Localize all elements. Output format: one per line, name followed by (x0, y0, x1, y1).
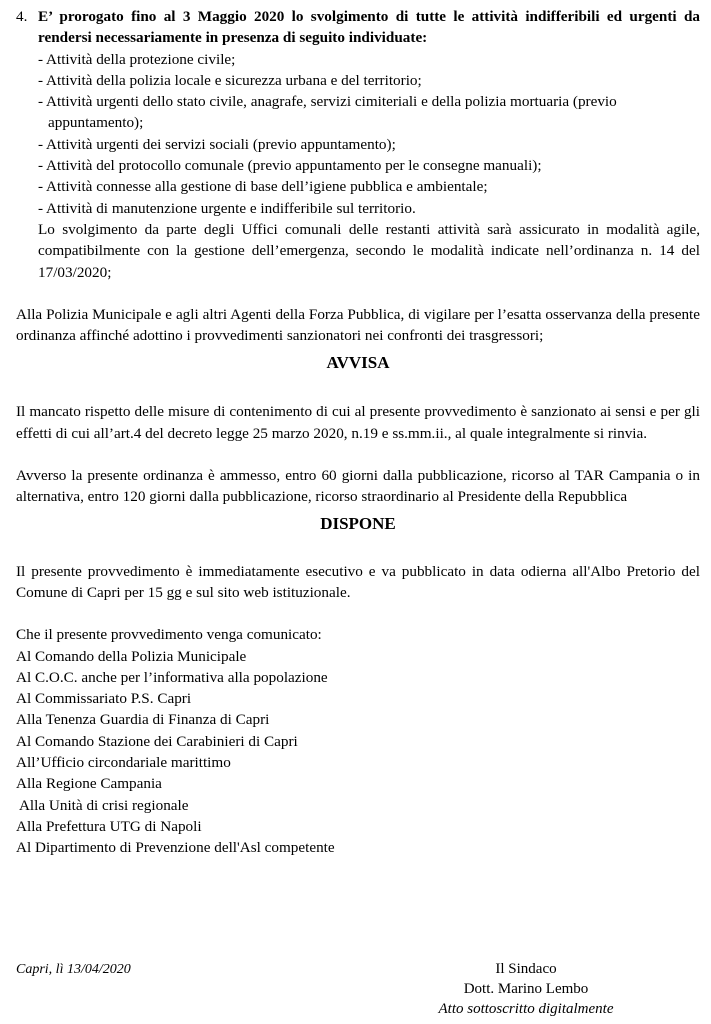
avvisa-paragraph-sanctions: Il mancato rispetto delle misure di contenimento di cui al presente provvedimento è sanzionato ai sensi e per gli effetti di cui all’art.4 del decreto legge 25 marzo 2020, n.19 e ss.mm.ii., al quale integralmente si rinvia. (16, 403, 700, 442)
signature-block (416, 959, 636, 1019)
police-paragraph: Alla Polizia Municipale e agli altri Agenti della Forza Pubblica, di vigilare per l’esatta osservanza della presente ordinanza affinché adottino i provvedimenti sanzionatori nei confronti dei trasgressori; (16, 305, 700, 345)
bullet-item: - Attività della polizia locale e sicurezza urbana e del territorio; (38, 71, 422, 89)
recipient-item: Al C.O.C. anche per l’informativa alla popolazione (16, 668, 328, 686)
heading-dispone: DISPONE (320, 513, 396, 533)
recipient-item: All’Ufficio circondariale marittimo (16, 754, 231, 772)
document-page (16, 6, 700, 859)
bullet-item: - Attività di manutenzione urgente e indifferibile sul territorio. (38, 199, 416, 217)
recipient-item: Alla Regione Campania (16, 775, 162, 793)
dispone-paragraph: Il presente provvedimento è immediatamente esecutivo e va pubblicato in data odierna all'Albo Pretorio del Comune di Capri per 15 gg e sul sito web istituzionale. (16, 562, 700, 601)
list-item-4 (16, 6, 700, 283)
heading-avvisa: AVVISA (326, 353, 390, 373)
place-date: Capri, lì 13/04/2020 (16, 962, 131, 977)
bullet-item: - Attività connesse alla gestione di base dell’igiene pubblica e ambientale; (38, 178, 488, 196)
communication-intro: Che il presente provvedimento venga comunicato: (16, 626, 322, 644)
communication-section (16, 624, 700, 858)
recipient-item: Al Commissariato P.S. Capri (16, 690, 192, 708)
recipient-item: Al Comando della Polizia Municipale (16, 647, 247, 665)
recipient-item: Al Dipartimento di Prevenzione dell'Asl competente (16, 839, 335, 857)
signer-title: Il Sindaco (495, 961, 557, 977)
signature-note: Atto sottoscritto digitalmente (438, 1001, 614, 1017)
bullet-item: - Attività della protezione civile; (38, 50, 236, 68)
item-heading: E’ prorogato fino al 3 Maggio 2020 lo svolgimento di tutte le attività indifferibili ed urgenti da rendersi necessariamente in presenza di seguito individuate: (38, 8, 700, 47)
bullet-item: - Attività urgenti dei servizi sociali (previo appuntamento); (38, 135, 396, 153)
bullet-item: - Attività del protocollo comunale (previo appuntamento per le consegne manuali); (38, 157, 542, 175)
recipient-item: Alla Tenenza Guardia di Finanza di Capri (16, 711, 270, 729)
item-closing-text: Lo svolgimento da parte degli Uffici comunali delle restanti attività sarà assicurato in modalità agile, compatibilmente con la gestione dell’emergenza, secondo le modalità indicate nell’ordinanza n. 14 del 17/03/2020; (38, 220, 700, 281)
signer-name: Dott. Marino Lembo (463, 981, 589, 997)
recipient-item: Alla Prefettura UTG di Napoli (16, 817, 202, 835)
document-footer (16, 959, 700, 1019)
recipient-item: Al Comando Stazione dei Carabinieri di Capri (16, 732, 298, 750)
avvisa-paragraph-appeal: Avverso la presente ordinanza è ammesso, entro 60 giorni dalla pubblicazione, ricorso al TAR Campania o in alternativa, entro 120 giorni dalla pubblicazione, ricorso straordinario al Presidente della Repubblica (16, 467, 700, 506)
item-number: 4. (16, 8, 28, 25)
bullet-item: - Attività urgenti dello stato civile, anagrafe, servizi cimiteriali e della polizia mortuaria (previo appuntamento); (38, 93, 617, 132)
recipient-item: Alla Unità di crisi regionale (16, 796, 189, 814)
